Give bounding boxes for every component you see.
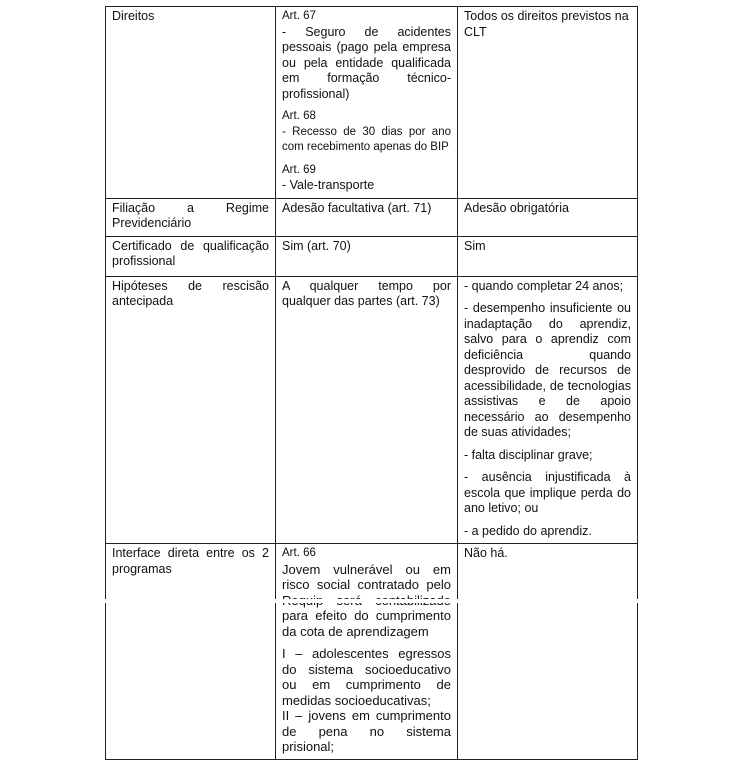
list-item: - ausência injustificada à escola que implique perda do ano letivo; ou	[464, 470, 631, 515]
direitos-requip-cell	[276, 7, 458, 199]
certificado-requip-cell: Sim (art. 70)	[276, 236, 458, 276]
interface-requip-cell	[276, 544, 458, 760]
art-67-block: Art. 67 - Seguro de acidentes pessoais (pago pela empresa ou pela entidade qualificada em formação técnico-profissional)	[282, 10, 451, 101]
list-item: - desempenho insuficiente ou inadaptação do aprendiz, salvo para o aprendiz com deficiência quando desprovido de recursos de acessibilidade, de tecnologias assistivas e de apoio necessário ao desempenho de suas atividades;	[464, 301, 631, 439]
certificado-clt-cell: Sim	[458, 236, 638, 276]
direitos-clt-cell: Todos os direitos previstos na CLT	[458, 7, 638, 199]
row-label-direitos: Direitos	[106, 7, 276, 199]
table-row-certificado	[106, 236, 638, 276]
filiacao-requip-cell: Adesão facultativa (art. 71)	[276, 198, 458, 236]
table-row-interface	[106, 544, 638, 760]
rescisao-clt-cell	[458, 276, 638, 544]
row-label-certificado: Certificado de qualificação profissional	[106, 236, 276, 276]
page-split-gap	[104, 599, 644, 603]
table-row-filiacao	[106, 198, 638, 236]
rescisao-requip-cell: A qualquer tempo por qualquer das partes (art. 73)	[276, 276, 458, 544]
table-row-direitos	[106, 7, 638, 199]
art-66-block: Art. 66 Jovem vulnerável ou em risco social contratado pelo para efeito do cumprimento da cota de aprendizagem	[282, 547, 451, 639]
inciso-block: I – adolescentes egressos do sistema socioeducativo ou em cumprimento de medidas socioeducativas; II – jovens em cumprimento de pena no sistema prisional;	[282, 646, 451, 754]
art-68-block: Art. 68 - Recesso de 30 dias por ano com recebimento apenas do BIP	[282, 110, 451, 153]
row-label-rescisao: Hipóteses de rescisão antecipada	[106, 276, 276, 544]
table-row-rescisao	[106, 276, 638, 544]
filiacao-clt-cell: Adesão obrigatória	[458, 198, 638, 236]
list-item: - quando completar 24 anos;	[464, 278, 624, 293]
art-69-block: Art. 69 - Vale-transporte	[282, 163, 375, 192]
list-item: - falta disciplinar grave;	[464, 447, 593, 462]
comparison-table	[105, 6, 638, 760]
list-item: - a pedido do aprendiz.	[464, 523, 592, 538]
row-label-filiacao: Filiação a Regime Previdenciário	[106, 198, 276, 236]
interface-clt-cell: Não há.	[458, 544, 638, 760]
row-label-interface: Interface direta entre os 2 programas	[106, 544, 276, 760]
